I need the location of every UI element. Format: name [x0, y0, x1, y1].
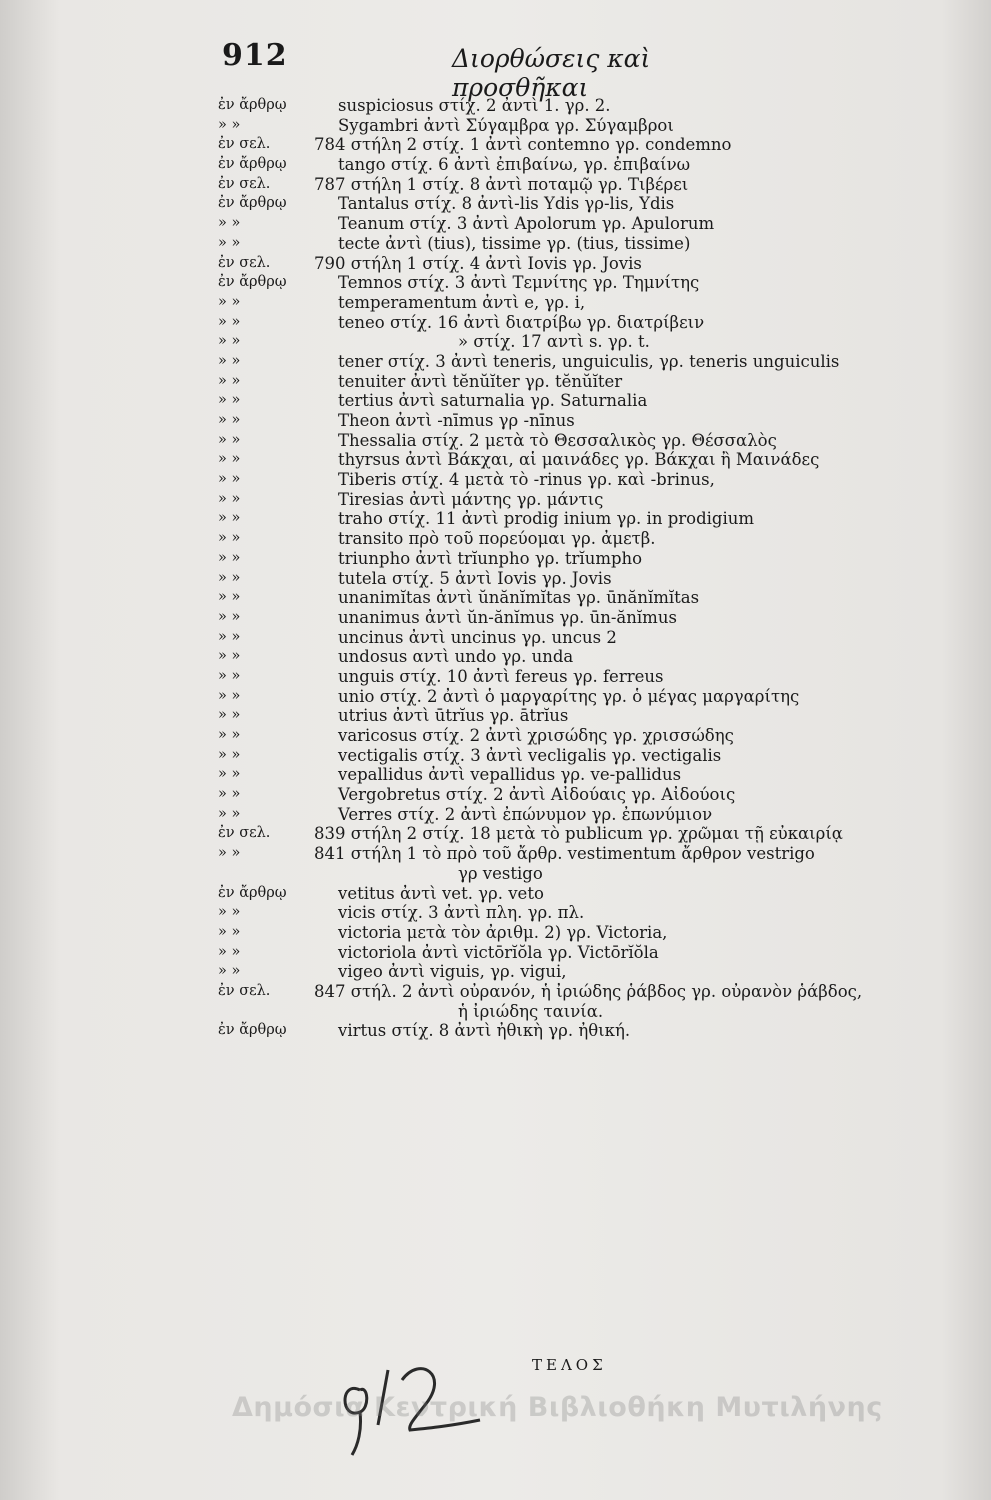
- entry-reference: ἐν σελ.: [218, 982, 271, 999]
- errata-entry: [218, 628, 988, 648]
- entry-reference: ἐν σελ.: [218, 175, 271, 192]
- entry-reference: » »: [218, 392, 241, 409]
- errata-entry: [218, 411, 988, 431]
- errata-entry: [218, 726, 988, 746]
- errata-entry: [218, 687, 988, 707]
- entry-reference: » »: [218, 589, 241, 606]
- entry-reference: » »: [218, 746, 241, 763]
- errata-entry: [218, 470, 988, 490]
- entry-correction: thyrsus ἀντὶ Βάκχαι, αἱ μαινάδες γρ. Βάκχαι ἢ Μαινάδες: [338, 450, 820, 470]
- errata-entry: [218, 431, 988, 451]
- entry-correction: Thessalia στίχ. 2 μετὰ τὸ Θεσσαλικὸς γρ. Θέσσαλὸς: [338, 430, 777, 450]
- entry-reference: » »: [218, 293, 241, 310]
- errata-entry: [218, 667, 988, 687]
- entry-correction: Teanum στίχ. 3 ἀντὶ Apolorum γρ. Apulorum: [338, 214, 715, 234]
- entry-correction: Sygambri ἀντὶ Σύγαμβρα γρ. Σύγαμβροι: [338, 115, 674, 135]
- entry-reference: ἐν ἄρθρῳ: [218, 274, 287, 291]
- entry-correction: Theon ἀντὶ -nīmus γρ -nīnus: [338, 411, 575, 430]
- errata-entry: [218, 647, 988, 667]
- entry-reference: ἐν σελ.: [218, 825, 271, 842]
- errata-entry: [218, 175, 988, 195]
- entry-correction: Tantalus στίχ. 8 ἀντὶ-lis Ydis γρ-lis, Ydis: [338, 194, 675, 214]
- entry-reference: » »: [218, 215, 241, 232]
- entry-correction: ἡ ἰριώδης ταινία.: [458, 1001, 604, 1021]
- errata-entry: [218, 391, 988, 411]
- entry-correction: vectigalis στίχ. 3 ἀντὶ vecligalis γρ. vectigalis: [338, 745, 722, 765]
- entry-correction: victoria μετὰ τὸν ἀριθμ. 2) γρ. Victoria,: [338, 922, 668, 942]
- errata-entry: [218, 844, 988, 864]
- errata-list: [218, 96, 988, 1041]
- entry-correction: unio στίχ. 2 ἀντὶ ὁ μαργαρίτης γρ. ὁ μέγας μαργαρίτης: [338, 686, 800, 706]
- entry-reference: » »: [218, 786, 241, 803]
- entry-reference: ἐν ἄρθρῳ: [218, 97, 287, 113]
- entry-correction: uncinus ἀντὶ uncinus γρ. uncus 2: [338, 627, 617, 647]
- errata-entry: [218, 765, 988, 785]
- entry-correction: unanimus ἀντὶ ŭn-ănĭmus γρ. ūn-ănĭmus: [338, 607, 677, 627]
- errata-entry: [218, 372, 988, 392]
- entry-correction: unguis στίχ. 10 ἀντὶ fereus γρ. ferreus: [338, 666, 664, 686]
- errata-entry: [218, 982, 988, 1002]
- entry-correction: 839 στήλη 2 στίχ. 18 μετὰ τὸ publicum γρ. χρῶμαι τῇ εὐκαιρίᾳ: [314, 824, 843, 844]
- entry-reference: » »: [218, 471, 241, 488]
- entry-reference: » »: [218, 451, 241, 468]
- entry-reference: » »: [218, 313, 241, 330]
- entry-correction: victoriola ἀντὶ victōrĭŏla γρ. Victōrĭŏla: [338, 942, 659, 962]
- entry-correction: vicis στίχ. 3 ἀντὶ πλη. γρ. πλ.: [338, 903, 585, 923]
- entry-reference: » »: [218, 845, 241, 862]
- entry-correction: traho στίχ. 11 ἀντὶ prodig inium γρ. in prodigium: [338, 509, 755, 529]
- errata-entry: [218, 254, 988, 274]
- entry-reference: » »: [218, 904, 241, 921]
- entry-correction: tango στίχ. 6 ἀντὶ ἐπιβαίνω, γρ. ἐπιβαίνω: [338, 155, 691, 175]
- entry-correction: teneo στίχ. 16 ἀντὶ διατρίβω γρ. διατρίβειν: [338, 312, 705, 332]
- page-header: [222, 38, 782, 102]
- entry-reference: » »: [218, 116, 241, 133]
- errata-entry: [218, 332, 988, 352]
- entry-correction: transito πρὸ τοῦ πορεύομαι γρ. ἀμετβ.: [338, 529, 656, 549]
- errata-entry: [218, 194, 988, 214]
- errata-entry: [218, 273, 988, 293]
- entry-reference: » »: [218, 943, 241, 960]
- entry-correction: unanimĭtas ἀντὶ ŭnănĭmĭtas γρ. ūnănĭmĭtas: [338, 588, 700, 608]
- entry-reference: ἐν ἄρθρῳ: [218, 195, 287, 212]
- entry-correction: 790 στήλη 1 στίχ. 4 ἀντὶ Iovis γρ. Jovis: [314, 253, 642, 273]
- entry-correction: varicosus στίχ. 2 ἀντὶ χρισώδης γρ. χρισσώδης: [338, 726, 734, 745]
- errata-entry: [218, 588, 988, 608]
- entry-correction: suspiciosus στίχ. 2 ἀντὶ 1. γρ. 2.: [338, 96, 611, 115]
- entry-correction: vigeo ἀντὶ viguis, γρ. vigui,: [338, 962, 567, 982]
- errata-entry: [218, 529, 988, 549]
- entry-correction: vetitus ἀντὶ vet. γρ. veto: [338, 883, 544, 903]
- errata-entry: [218, 135, 988, 155]
- entry-correction: undosus αντὶ undo γρ. unda: [338, 647, 574, 667]
- entry-reference: ἐν ἄρθρῳ: [218, 884, 287, 901]
- errata-entry: [218, 116, 988, 136]
- entry-reference: » »: [218, 490, 241, 507]
- entry-reference: » »: [218, 234, 241, 251]
- entry-correction: virtus στίχ. 8 ἀντὶ ἠθικὴ γρ. ἠθική.: [338, 1021, 631, 1041]
- entry-correction: γρ vestigo: [458, 863, 543, 883]
- entry-reference: » »: [218, 667, 241, 684]
- errata-entry: [218, 234, 988, 254]
- entry-reference: ἐν σελ.: [218, 136, 271, 153]
- entry-correction: 784 στήλη 2 στίχ. 1 ἀντὶ contemno γρ. condemno: [314, 135, 732, 155]
- entry-correction: utrius ἀντὶ ūtrĭus γρ. ātrĭus: [338, 706, 569, 726]
- entry-correction: triunpho ἀντὶ trĭunpho γρ. trĭumpho: [338, 548, 643, 568]
- entry-reference: » »: [218, 352, 241, 369]
- errata-entry: [218, 903, 988, 923]
- errata-entry: [218, 1002, 988, 1022]
- entry-reference: » »: [218, 372, 241, 389]
- errata-entry: [218, 549, 988, 569]
- errata-entry: [218, 569, 988, 589]
- errata-entry: [218, 214, 988, 234]
- errata-entry: [218, 884, 988, 904]
- entry-reference: ἐν σελ.: [218, 254, 271, 271]
- entry-correction: 841 στήλη 1 τὸ πρὸ τοῦ ἄρθρ. vestimentum ἄρθρον vestrigo: [314, 844, 815, 864]
- entry-correction: » στίχ. 17 αντὶ s. γρ. t.: [458, 332, 650, 352]
- page-number: 912: [222, 38, 288, 73]
- errata-entry: [218, 608, 988, 628]
- entry-correction: temperamentum ἀντὶ e, γρ. i,: [338, 292, 586, 312]
- errata-entry: [218, 943, 988, 963]
- entry-reference: » »: [218, 431, 241, 448]
- entry-correction: tertius ἀντὶ saturnalia γρ. Saturnalia: [338, 391, 648, 411]
- entry-reference: » »: [218, 333, 241, 350]
- entry-reference: » »: [218, 707, 241, 724]
- errata-entry: [218, 923, 988, 943]
- entry-reference: » »: [218, 923, 241, 940]
- entry-reference: » »: [218, 727, 241, 743]
- errata-entry: [218, 293, 988, 313]
- entry-correction: Temnos στίχ. 3 ἀντὶ Τεμνίτης γρ. Τημνίτης: [338, 273, 700, 293]
- errata-entry: [218, 313, 988, 333]
- entry-correction: Vergobretus στίχ. 2 ἀντὶ Αἰδούαις γρ. Αἰδούοις: [338, 785, 736, 805]
- entry-reference: » »: [218, 412, 241, 428]
- errata-entry: [218, 352, 988, 372]
- entry-reference: » »: [218, 963, 241, 980]
- entry-correction: Verres στίχ. 2 ἀντὶ ἐπώνυμον γρ. ἐπωνύμιον: [338, 804, 713, 824]
- errata-entry: [218, 824, 988, 844]
- entry-reference: ἐν ἄρθρῳ: [218, 156, 287, 173]
- errata-entry: [218, 706, 988, 726]
- entry-correction: tenuiter ἀντὶ tĕnŭĭter γρ. tĕnŭĭter: [338, 371, 623, 391]
- end-mark: ΤΕΛΟΣ: [532, 1356, 607, 1374]
- entry-correction: tener στίχ. 3 ἀντὶ teneris, unguiculis, γρ. teneris unguiculis: [338, 351, 840, 371]
- errata-entry: [218, 962, 988, 982]
- errata-entry: [218, 450, 988, 470]
- errata-entry: [218, 490, 988, 510]
- entry-reference: ἐν ἄρθρῳ: [218, 1022, 287, 1039]
- entry-correction: tecte ἀντὶ (tius), tissime γρ. (tius, tissime): [338, 233, 691, 253]
- library-watermark: Δημόσια Κεντρική Βιβλιοθήκη Μυτιλήνης: [232, 1392, 883, 1423]
- errata-entry: [218, 746, 988, 766]
- entry-reference: » »: [218, 608, 241, 625]
- errata-entry: [218, 864, 988, 884]
- entry-reference: » »: [218, 648, 241, 665]
- entry-reference: » »: [218, 687, 241, 704]
- errata-entry: [218, 1021, 988, 1041]
- running-title: Διορθώσεις καὶ προσθῆκαι: [452, 44, 651, 102]
- errata-entry: [218, 155, 988, 175]
- entry-reference: » »: [218, 510, 241, 527]
- errata-entry: [218, 785, 988, 805]
- entry-reference: » »: [218, 628, 241, 645]
- entry-reference: » »: [218, 569, 241, 586]
- entry-reference: » »: [218, 766, 241, 783]
- entry-correction: Tiresias ἀντὶ μάντης γρ. μάντις: [338, 489, 604, 509]
- errata-entry: [218, 805, 988, 825]
- entry-correction: 787 στήλη 1 στίχ. 8 ἀντὶ ποταμῷ γρ. Τιβέρει: [314, 174, 689, 194]
- entry-reference: » »: [218, 805, 241, 822]
- entry-reference: » »: [218, 530, 241, 547]
- entry-correction: tutela στίχ. 5 ἀντὶ Iovis γρ. Jovis: [338, 568, 612, 588]
- errata-entry: [218, 509, 988, 529]
- entry-correction: vepallidus ἀντὶ vepallidus γρ. ve-pallidus: [338, 765, 682, 785]
- entry-correction: Tiberis στίχ. 4 μετὰ τὸ -rinus γρ. καὶ -brinus,: [338, 470, 715, 490]
- entry-reference: » »: [218, 549, 241, 566]
- entry-correction: 847 στήλ. 2 ἀντὶ οὐρανόν, ἡ ἰριώδης ῥάβδος γρ. οὐρανὸν ῥάβδος,: [314, 981, 863, 1001]
- errata-entry: [218, 96, 988, 116]
